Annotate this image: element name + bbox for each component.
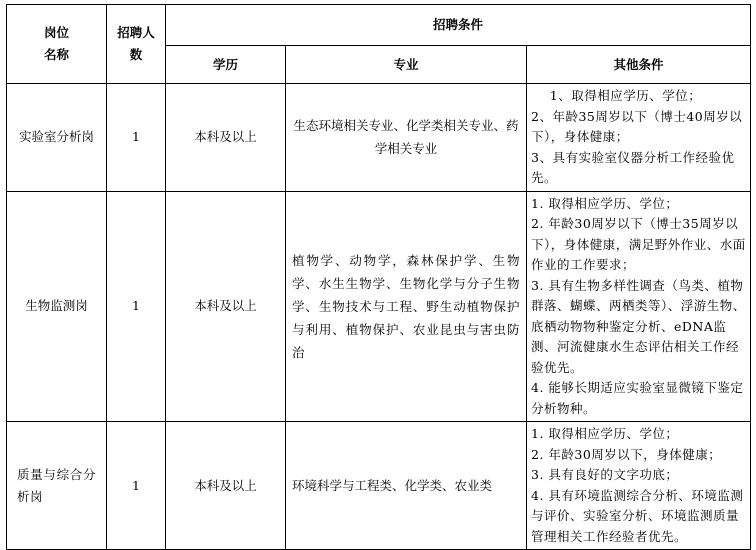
header-count <box>107 5 166 84</box>
major-cell: 环境科学与工程类、化学类、农业类 <box>286 422 527 550</box>
header-count-line2: 数 <box>129 47 143 62</box>
condition-item: 1. 取得相应学历、学位； <box>531 426 679 441</box>
condition-item: 4. 能够长期适应实验室显微镜下鉴定分析物种。 <box>531 380 744 416</box>
condition-item: 2. 年龄30周岁以下，身体健康； <box>531 446 722 462</box>
header-row-1 <box>7 5 751 46</box>
count-cell: 1 <box>107 84 166 192</box>
header-requirements: 招聘条件 <box>166 5 751 46</box>
recruitment-table <box>6 4 751 550</box>
major-cell: 植物学、动物学，森林保护学、生物学、水生生物学、生物化学与分子生物学、生物技术与工程、野生动植物保护与利用、植物保护、农业昆虫与害虫防治 <box>286 191 527 422</box>
header-major: 专业 <box>286 46 527 84</box>
condition-item: 3、具有实验室仪器分析工作经验优先。 <box>531 149 735 185</box>
condition-item: 2、年龄35周岁以下（博士40周岁以下），身体健康； <box>531 108 743 144</box>
header-position <box>7 5 107 84</box>
condition-item: 1. 取得相应学历、学位； <box>531 195 679 211</box>
table-row <box>7 191 751 422</box>
major-cell: 生态环境相关专业、化学类相关专业、药学相关专业 <box>286 84 527 192</box>
conditions-cell <box>527 84 751 192</box>
education-cell: 本科及以上 <box>166 84 286 192</box>
count-cell: 1 <box>107 422 166 550</box>
condition-item: 3. 具有生物多样性调查（鸟类、植物群落、蝴蝶、两栖类等）、浮游生物、底栖动物物种鉴定分析、eDNA监测、河流健康水生态评估相关工作经验优先。 <box>531 277 746 375</box>
condition-item: 4. 具有环境监测综合分析、环境监测与评价、实验室分析、环境监测质量管理相关工作经验者优先。 <box>531 487 744 544</box>
condition-item: 3. 具有良好的文字功底； <box>531 467 679 482</box>
position-cell: 实验室分析岗 <box>7 84 107 192</box>
header-education: 学历 <box>166 46 286 84</box>
conditions-cell <box>527 191 751 422</box>
education-cell: 本科及以上 <box>166 191 286 422</box>
position-cell: 质量与综合分析岗 <box>7 422 107 550</box>
table-row <box>7 84 751 192</box>
count-cell: 1 <box>107 191 166 422</box>
header-position-line1: 岗位 <box>43 25 69 40</box>
recruitment-table-wrapper <box>6 4 751 550</box>
condition-item: 1、取得相应学历、学位； <box>549 88 702 103</box>
position-cell: 生物监测岗 <box>7 191 107 422</box>
header-other: 其他条件 <box>527 46 751 84</box>
table-row <box>7 422 751 550</box>
header-position-line2: 名称 <box>43 47 69 62</box>
condition-item: 2. 年龄30周岁以下（博士35周岁以下），身体健康，满足野外作业、水面作业的工作要求； <box>531 216 746 272</box>
education-cell: 本科及以上 <box>166 422 286 550</box>
header-count-line1: 招聘人 <box>117 25 155 40</box>
conditions-cell <box>527 422 751 550</box>
